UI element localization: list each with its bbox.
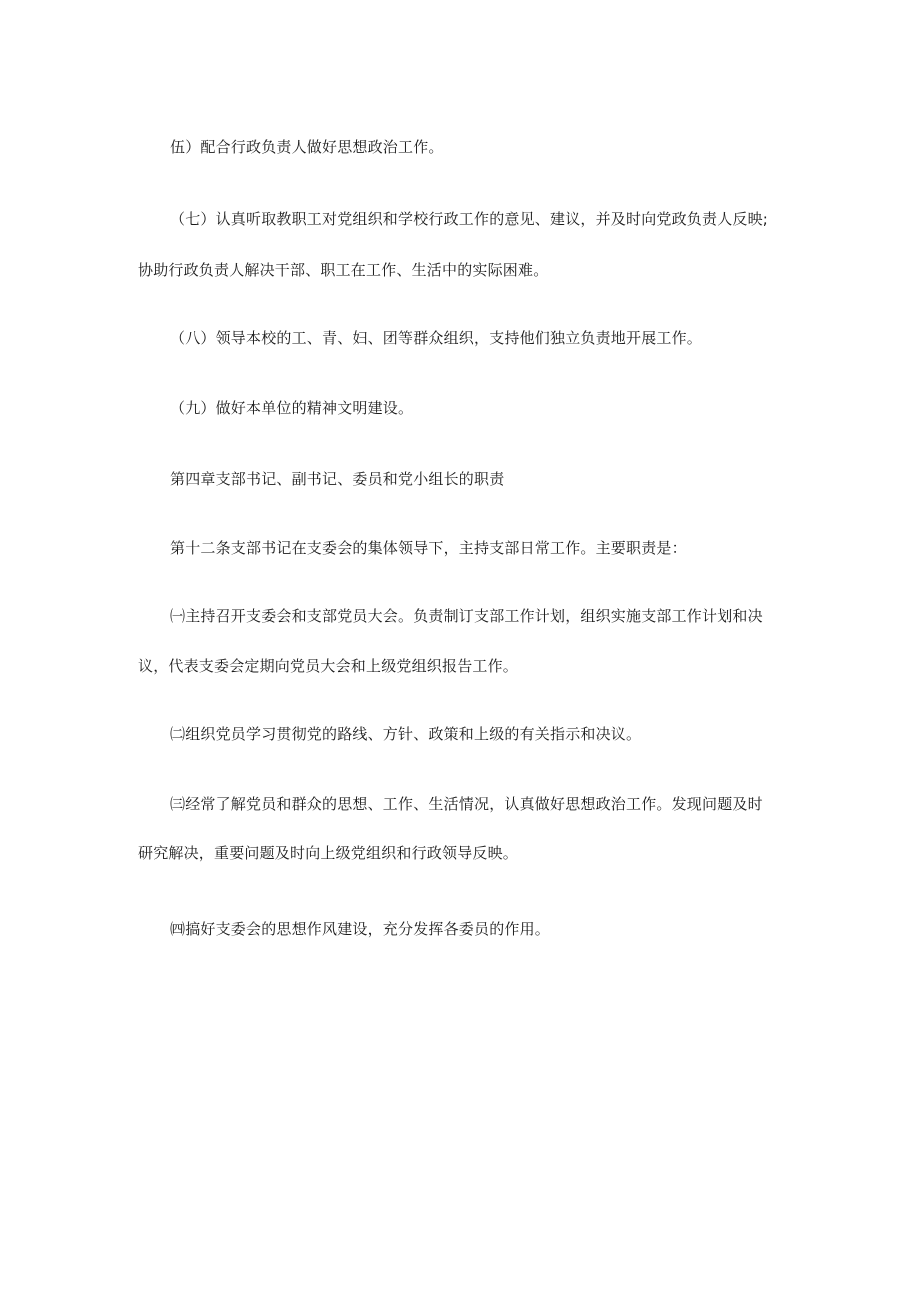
duty-1-line-2: 议，代表支委会定期向党员大会和上级党组织报告工作。 xyxy=(138,657,519,675)
duty-4-line-1: ㈣搞好支委会的思想作风建设，充分发挥各委员的作用。 xyxy=(170,920,551,938)
duty-3-line-2: 研究解决，重要问题及时向上级党组织和行政领导反映。 xyxy=(138,844,519,862)
article-12-line-1: 第十二条支部书记在支委会的集体领导下，主持支部日常工作。主要职责是： xyxy=(170,539,687,557)
duty-3-line-1: ㈢经常了解党员和群众的思想、工作、生活情况，认真做好思想政治工作。发现问题及时 xyxy=(170,795,763,813)
paragraph-7-line-2: 协助行政负责人解决干部、职工在工作、生活中的实际困难。 xyxy=(138,261,549,279)
duty-1-line-1: ㈠主持召开支委会和支部党员大会。负责制订支部工作计划，组织实施支部工作计划和决 xyxy=(170,607,763,625)
paragraph-5-line-1: 伍）配合行政负责人做好思想政治工作。 xyxy=(170,138,444,156)
paragraph-9-line-1: （九）做好本单位的精神文明建设。 xyxy=(170,399,414,417)
chapter-4-heading: 第四章支部书记、副书记、委员和党小组长的职责 xyxy=(170,470,505,488)
paragraph-8-line-1: （八）领导本校的工、青、妇、团等群众组织，支持他们独立负责地开展工作。 xyxy=(170,329,703,347)
duty-2-line-1: ㈡组织党员学习贯彻党的路线、方针、政策和上级的有关指示和决议。 xyxy=(170,725,642,743)
paragraph-7-line-1: （七）认真听取教职工对党组织和学校行政工作的意见、建议，并及时向党政负责人反映; xyxy=(170,210,769,228)
